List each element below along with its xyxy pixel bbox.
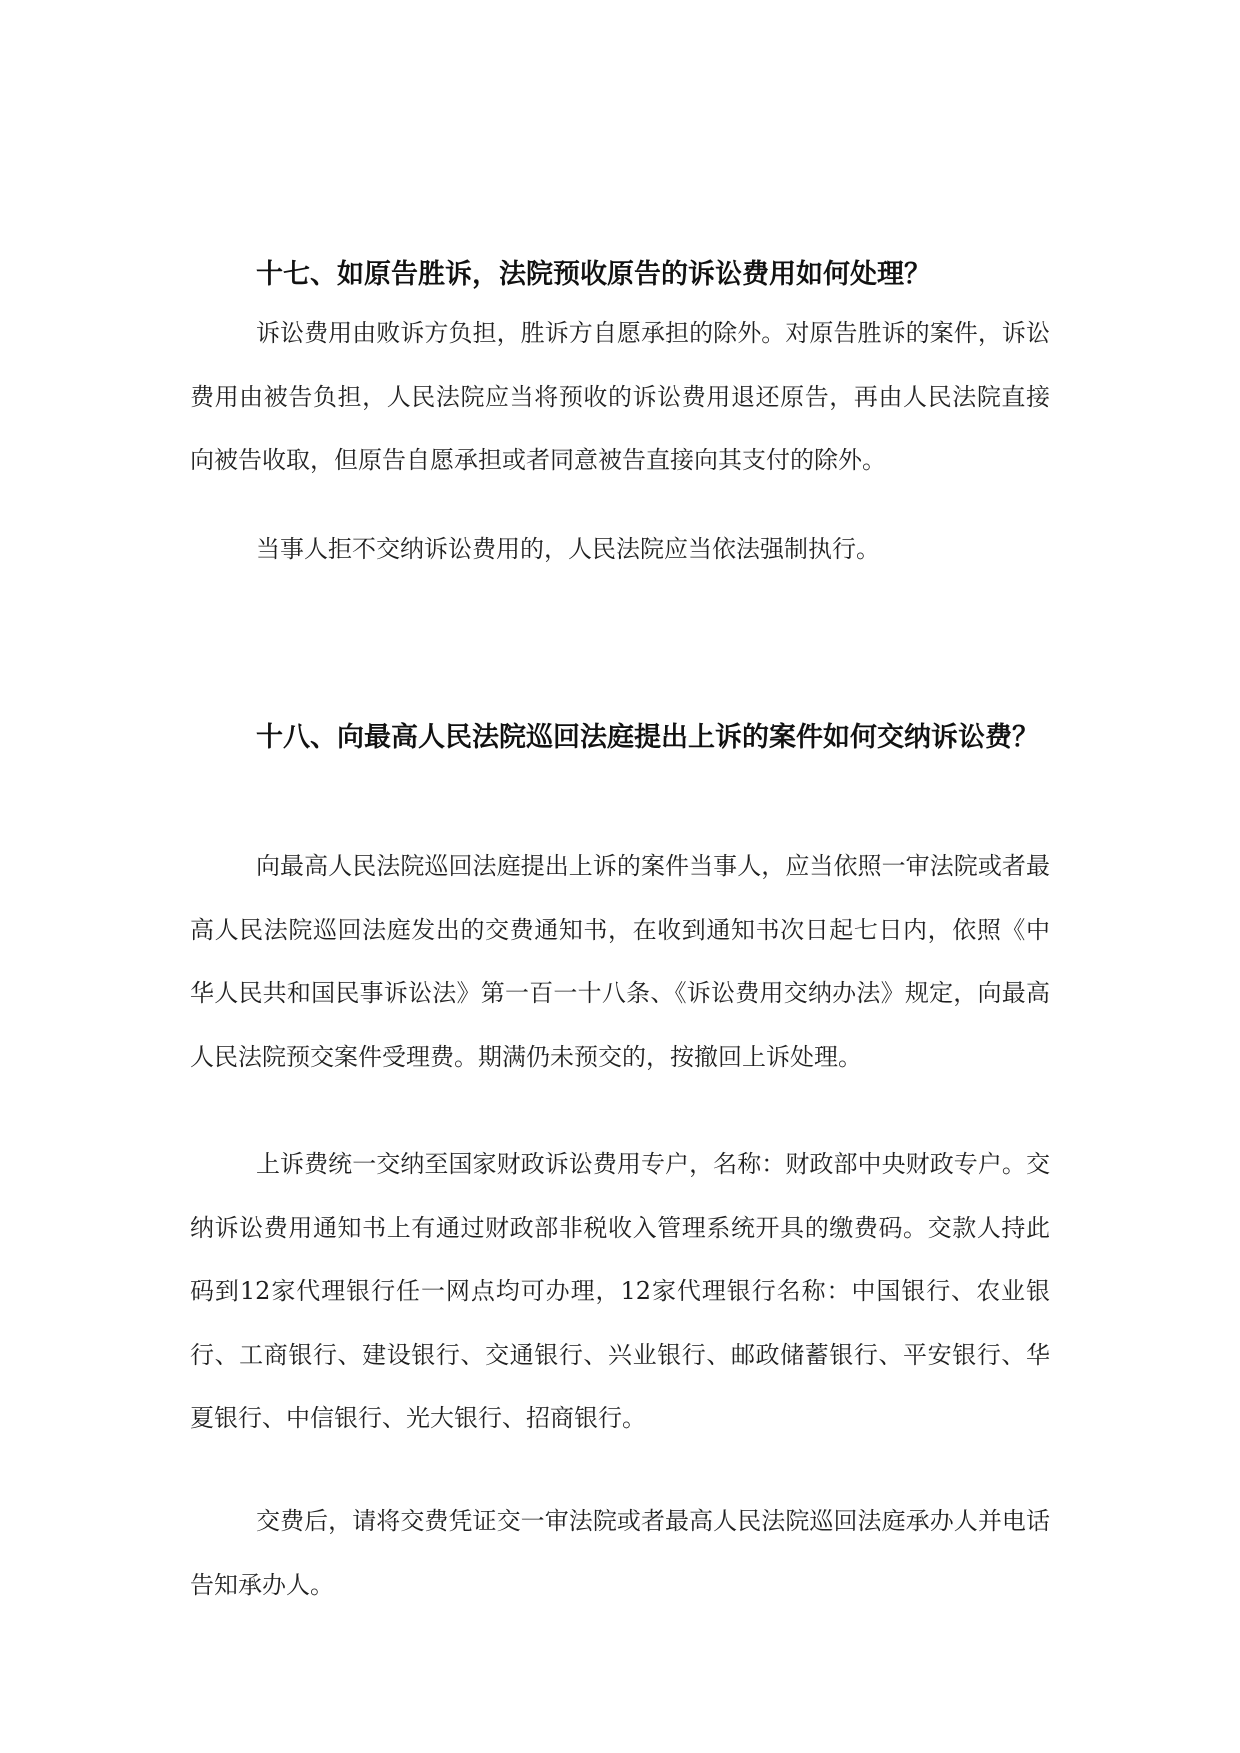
section-18-paragraph-3: 交费后，请将交费凭证交一审法院或者最高人民法院巡回法庭承办人并电话告知承办人。 bbox=[190, 1507, 1050, 1599]
section-18-heading: 十八、向最高人民法院巡回法庭提出上诉的案件如何交纳诉讼费？ bbox=[256, 722, 1039, 753]
section-17-paragraph-1: 诉讼费用由败诉方负担，胜诉方自愿承担的除外。对原告胜诉的案件，诉讼费用由被告负担，人民法院应当将预收的诉讼费用退还原告，再由人民法院直接向被告收取，但原告自愿承担或者同意被告直接向其支付的除外。 bbox=[190, 319, 1050, 474]
section-17-heading: 十七、如原告胜诉，法院预收原告的诉讼费用如何处理？ bbox=[256, 259, 931, 290]
section-18-paragraph-2: 上诉费统一交纳至国家财政诉讼费用专户，名称：财政部中央财政专户。交纳诉讼费用通知书上有通过财政部非税收入管理系统开具的缴费码。交款人持此码到12家代理银行任一网点均可办理，12家代理银行名称：中国银行、农业银行、工商银行、建设银行、交通银行、兴业银行、邮政储蓄银行、平安银行、华夏银行、中信银行、光大银行、招商银行。 bbox=[190, 1150, 1050, 1432]
section-18-paragraph-1: 向最高人民法院巡回法庭提出上诉的案件当事人，应当依照一审法院或者最高人民法院巡回法庭发出的交费通知书，在收到通知书次日起七日内，依照《中华人民共和国民事诉讼法》第一百一十八条、《诉讼费用交纳办法》规定，向最高人民法院预交案件受理费。期满仍未预交的，按撤回上诉处理。 bbox=[190, 852, 1050, 1071]
section-17-paragraph-2: 当事人拒不交纳诉讼费用的，人民法院应当依法强制执行。 bbox=[256, 535, 880, 563]
